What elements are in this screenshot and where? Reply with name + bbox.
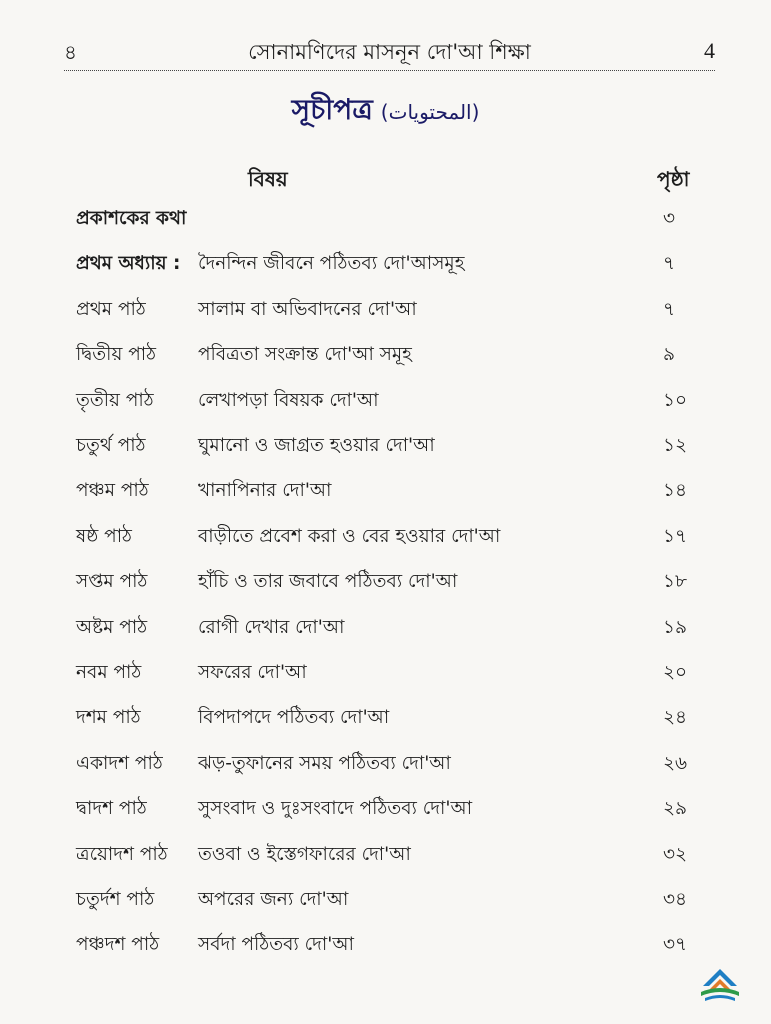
toc-arabic-subtitle: (المحتويات) (380, 100, 480, 124)
toc-row-page: ১৭ (663, 526, 688, 547)
toc-row (0, 658, 771, 698)
page-number-bengali: ৪ (64, 40, 77, 64)
toc-row-page: ১৯ (663, 617, 688, 638)
toc-row-title: দৈনন্দিন জীবনে পঠিতব্য দো'আসমূহ (198, 253, 465, 274)
column-header-page: পৃষ্ঠা (657, 167, 690, 191)
toc-row-title: লেখাপড়া বিষয়ক দো'আ (198, 390, 379, 411)
book-title: সোনামণিদের মাসনূন দো'আ শিক্ষা (248, 40, 531, 64)
toc-row-title: সফরের দো'আ (198, 662, 307, 683)
running-header (64, 34, 715, 71)
toc-row-label: অষ্টম পাঠ (76, 617, 148, 638)
toc-row-title: ঘুমানো ও জাগ্রত হওয়ার দো'আ (198, 435, 435, 456)
toc-row-title: হাঁচি ও তার জবাবে পঠিতব্য দো'আ (198, 571, 458, 592)
toc-row (0, 295, 771, 335)
toc-row-title: পবিত্রতা সংক্রান্ত দো'আ সমূহ (198, 344, 412, 365)
toc-row (0, 749, 771, 789)
toc-row-label: প্রথম অধ্যায় : (76, 253, 181, 274)
toc-row-title: সুসংবাদ ও দুঃসংবাদে পঠিতব্য দো'আ (198, 798, 473, 819)
toc-row-label: দশম পাঠ (76, 707, 141, 728)
toc-row-page: ১০ (663, 390, 688, 411)
toc-row-title: ঝড়-তুফানের সময় পঠিতব্য দো'আ (198, 753, 451, 774)
toc-row (0, 249, 771, 289)
toc-row (0, 613, 771, 653)
toc-row-label: প্রকাশকের কথা (76, 208, 187, 229)
toc-row-title: সর্বদা পঠিতব্য দো'আ (198, 934, 354, 955)
toc-row-page: ৭ (663, 299, 676, 320)
toc-row-label: প্রথম পাঠ (76, 299, 146, 320)
toc-row (0, 386, 771, 426)
toc-title: সূচীপত্র (291, 93, 373, 126)
toc-row-title: বাড়ীতে প্রবেশ করা ও বের হওয়ার দো'আ (198, 526, 501, 547)
publisher-logo-icon (697, 966, 743, 1004)
toc-row (0, 930, 771, 970)
toc-row (0, 476, 771, 516)
toc-row (0, 840, 771, 880)
toc-row-label: দ্বাদশ পাঠ (76, 798, 147, 819)
toc-row-label: চতুর্দশ পাঠ (76, 889, 155, 910)
toc-row (0, 431, 771, 471)
toc-row (0, 567, 771, 607)
toc-row-title: সালাম বা অভিবাদনের দো'আ (198, 299, 417, 320)
toc-row (0, 522, 771, 562)
toc-row-title: খানাপিনার দো'আ (198, 480, 332, 501)
toc-row-page: ১২ (663, 435, 688, 456)
toc-row-page: ৭ (663, 253, 676, 274)
toc-row-label: পঞ্চদশ পাঠ (76, 934, 160, 955)
toc-row-page: ৩ (663, 208, 676, 229)
toc-row-page: ৯ (663, 344, 676, 365)
toc-row-label: দ্বিতীয় পাঠ (76, 344, 157, 365)
toc-heading (0, 88, 771, 135)
toc-row-label: ষষ্ঠ পাঠ (76, 526, 132, 547)
toc-row-label: পঞ্চম পাঠ (76, 480, 149, 501)
toc-row (0, 703, 771, 743)
toc-row-label: একাদশ পাঠ (76, 753, 163, 774)
toc-row (0, 340, 771, 380)
toc-row-label: চতুর্থ পাঠ (76, 435, 146, 456)
toc-row-label: সপ্তম পাঠ (76, 571, 148, 592)
toc-row-page: ২৯ (663, 798, 688, 819)
toc-row-label: ত্রয়োদশ পাঠ (76, 844, 168, 865)
toc-row-title: অপরের জন্য দো'আ (198, 889, 349, 910)
toc-row-page: ২৬ (663, 753, 688, 774)
toc-row-label: তৃতীয় পাঠ (76, 390, 154, 411)
toc-row (0, 794, 771, 834)
toc-row-page: ১৮ (663, 571, 688, 592)
toc-row-page: ৩৭ (663, 934, 688, 955)
toc-row-page: ৩৪ (663, 889, 688, 910)
toc-row-page: ১৪ (663, 480, 688, 501)
toc-row-page: ২০ (663, 662, 688, 683)
toc-row-title: তওবা ও ইস্তেগফারের দো'আ (198, 844, 411, 865)
page-number: 4 (704, 38, 715, 63)
toc-row-label: নবম পাঠ (76, 662, 142, 683)
toc-row-page: ২৪ (663, 707, 688, 728)
toc-row-title: বিপদাপদে পঠিতব্য দো'আ (198, 707, 390, 728)
toc-row (0, 204, 771, 244)
toc-row (0, 885, 771, 925)
column-header-topic: বিষয় (248, 167, 288, 191)
toc-row-page: ৩২ (663, 844, 688, 865)
toc-row-title: রোগী দেখার দো'আ (198, 617, 345, 638)
